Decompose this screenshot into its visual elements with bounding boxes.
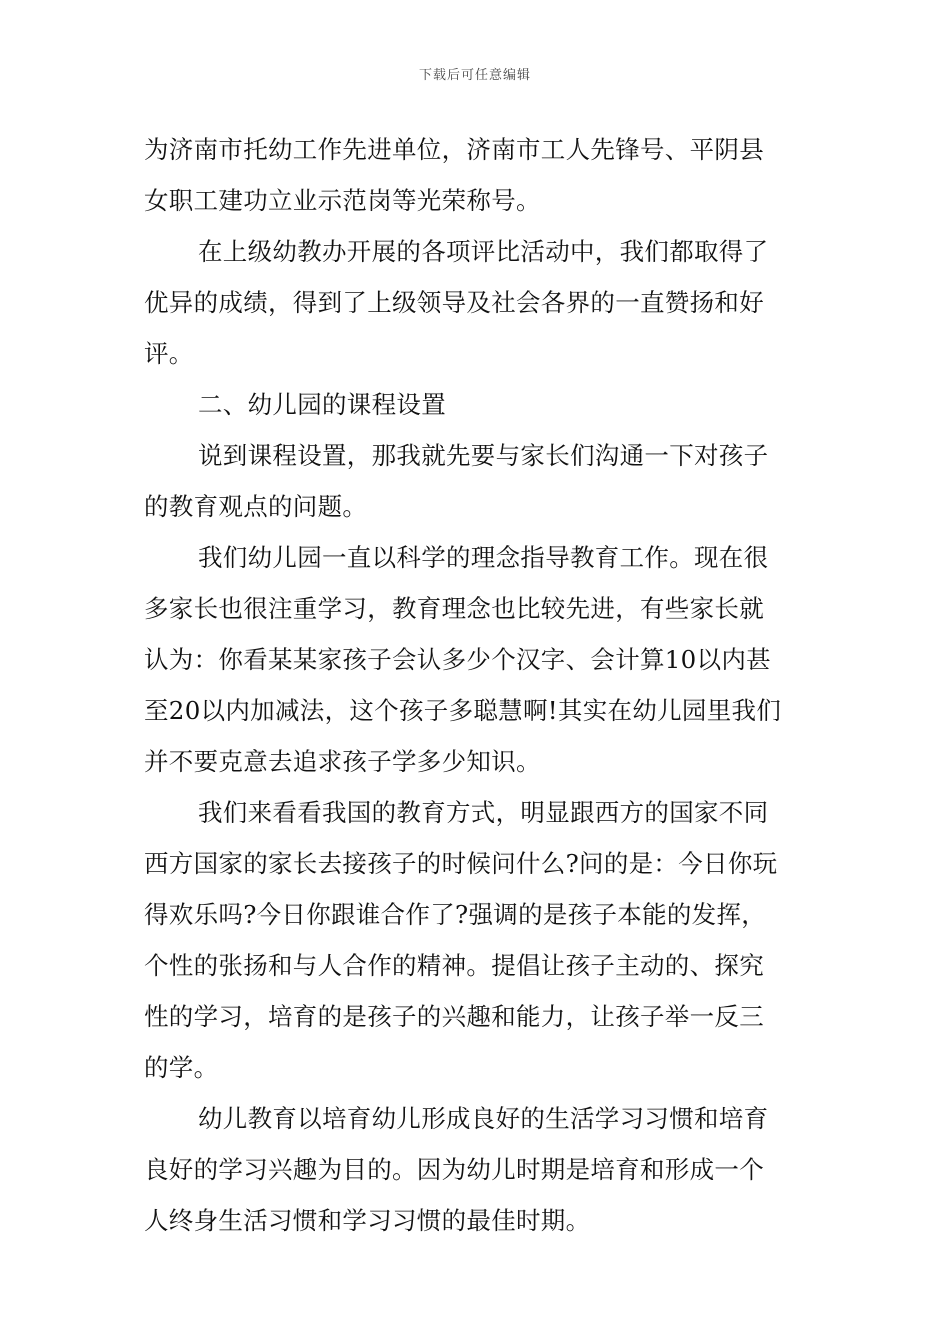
document-body [144,124,809,1246]
text-line: 人终身生活习惯和学习习惯的最佳时期。 [144,1206,591,1235]
text-line: 女职工建功立业示范岗等光荣称号。 [144,186,541,215]
text-line: 多家长也很注重学习，教育理念也比较先进，有些家长就 [144,594,764,623]
text-line: 良好的学习兴趣为目的。因为幼儿时期是培育和形成一个 [144,1155,764,1184]
page-header: 下载后可任意编辑 [418,68,531,83]
text-line: 西方国家的家长去接孩子的时候问什么?问的是：今日你玩 [144,849,778,878]
text-line: 在上级幼教办开展的各项评比活动中，我们都取得了 [198,237,769,266]
text-line: 我们幼儿园一直以科学的理念指导教育工作。现在很 [198,543,769,572]
text-line: 我们来看看我国的教育方式，明显跟西方的国家不同 [198,798,769,827]
text-line: 认为：你看某某家孩子会认多少个汉字、会计算10以内甚 [144,645,771,674]
text-line: 并不要克意去追求孩子学多少知识。 [144,747,541,776]
text-line: 个性的张扬和与人合作的精神。提倡让孩子主动的、探究 [144,951,764,980]
text-line: 为济南市托幼工作先进单位，济南市工人先锋号、平阴县 [144,135,764,164]
text-line: 的教育观点的问题。 [144,492,368,521]
text-line: 说到课程设置，那我就先要与家长们沟通一下对孩子 [198,441,769,470]
text-line: 二、幼儿园的课程设置 [198,390,446,419]
text-line: 的学。 [144,1053,219,1082]
text-line: 至20以内加减法，这个孩子多聪慧啊!其实在幼儿园里我们 [144,696,782,725]
text-line: 性的学习，培育的是孩子的兴趣和能力，让孩子举一反三 [144,1002,764,1031]
text-line: 优异的成绩，得到了上级领导及社会各界的一直赞扬和好 [144,288,764,317]
text-line: 幼儿教育以培育幼儿形成良好的生活学习习惯和培育 [198,1104,769,1133]
text-line: 得欢乐吗?今日你跟谁合作了?强调的是孩子本能的发挥， [144,900,767,929]
text-line: 评。 [144,339,194,368]
